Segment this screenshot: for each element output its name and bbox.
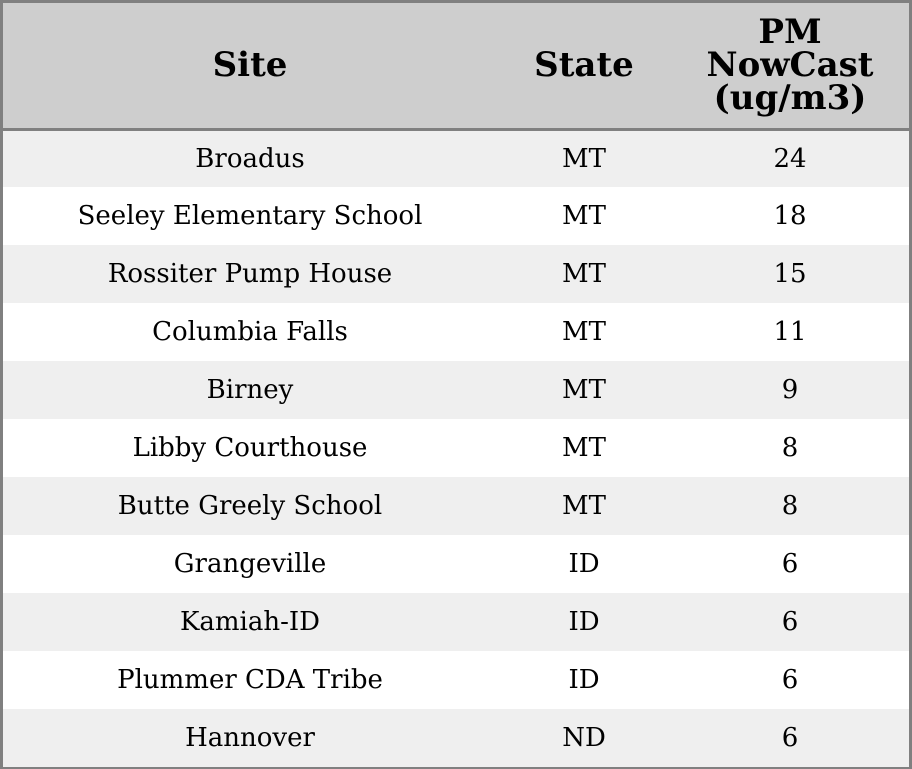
cell-site: Rossiter Pump House <box>107 259 393 289</box>
header-pm-line-3: (ug/m3) <box>713 77 867 118</box>
table-row <box>3 477 909 535</box>
cell-site: Kamiah-ID <box>179 607 321 637</box>
cell-site: Grangeville <box>173 549 327 579</box>
cell-state: MT <box>562 491 606 521</box>
cell-pm-nowcast: 6 <box>781 549 799 579</box>
cell-site: Plummer CDA Tribe <box>117 665 383 695</box>
cell-site: Columbia Falls <box>152 317 348 347</box>
header-pm-line-2: NowCast <box>706 44 874 85</box>
pm-nowcast-table <box>3 3 909 767</box>
cell-state: ID <box>568 607 600 637</box>
cell-pm-nowcast: 15 <box>773 259 807 289</box>
cell-state: ND <box>562 723 606 753</box>
cell-site: Seeley Elementary School <box>77 201 423 231</box>
table-row <box>3 593 909 651</box>
cell-site: Butte Greely School <box>117 491 383 521</box>
cell-state: MT <box>562 317 606 347</box>
cell-pm-nowcast: 6 <box>781 665 799 695</box>
table-row <box>3 419 909 477</box>
header-row <box>3 3 909 129</box>
cell-pm-nowcast: 6 <box>781 723 799 753</box>
cell-state: MT <box>562 433 606 463</box>
cell-state: ID <box>568 549 600 579</box>
cell-pm-nowcast: 9 <box>781 375 799 405</box>
table-row <box>3 129 909 187</box>
cell-site: Birney <box>206 375 294 405</box>
table-row <box>3 303 909 361</box>
header-pm-nowcast <box>671 3 909 129</box>
cell-state: MT <box>562 201 606 231</box>
table-row <box>3 245 909 303</box>
header-state <box>497 3 671 129</box>
cell-pm-nowcast: 8 <box>781 433 799 463</box>
table-row <box>3 187 909 245</box>
table-row <box>3 709 909 767</box>
table-row <box>3 535 909 593</box>
table-row <box>3 651 909 709</box>
cell-pm-nowcast: 11 <box>773 317 807 347</box>
header-site-label: Site <box>212 44 288 85</box>
cell-pm-nowcast: 24 <box>773 143 807 174</box>
header-site <box>3 3 497 129</box>
header-state-label: State <box>534 44 634 85</box>
cell-state: MT <box>562 375 606 405</box>
cell-state: ID <box>568 665 600 695</box>
cell-state: MT <box>562 143 606 174</box>
cell-pm-nowcast: 18 <box>773 201 807 231</box>
table-body <box>3 129 909 767</box>
cell-pm-nowcast: 6 <box>781 607 799 637</box>
table-row <box>3 361 909 419</box>
cell-site: Hannover <box>185 723 315 753</box>
cell-site: Broadus <box>195 143 305 174</box>
header-pm-line-1: PM <box>758 11 822 52</box>
cell-state: MT <box>562 259 606 289</box>
cell-pm-nowcast: 8 <box>781 491 799 521</box>
cell-site: Libby Courthouse <box>132 433 368 463</box>
